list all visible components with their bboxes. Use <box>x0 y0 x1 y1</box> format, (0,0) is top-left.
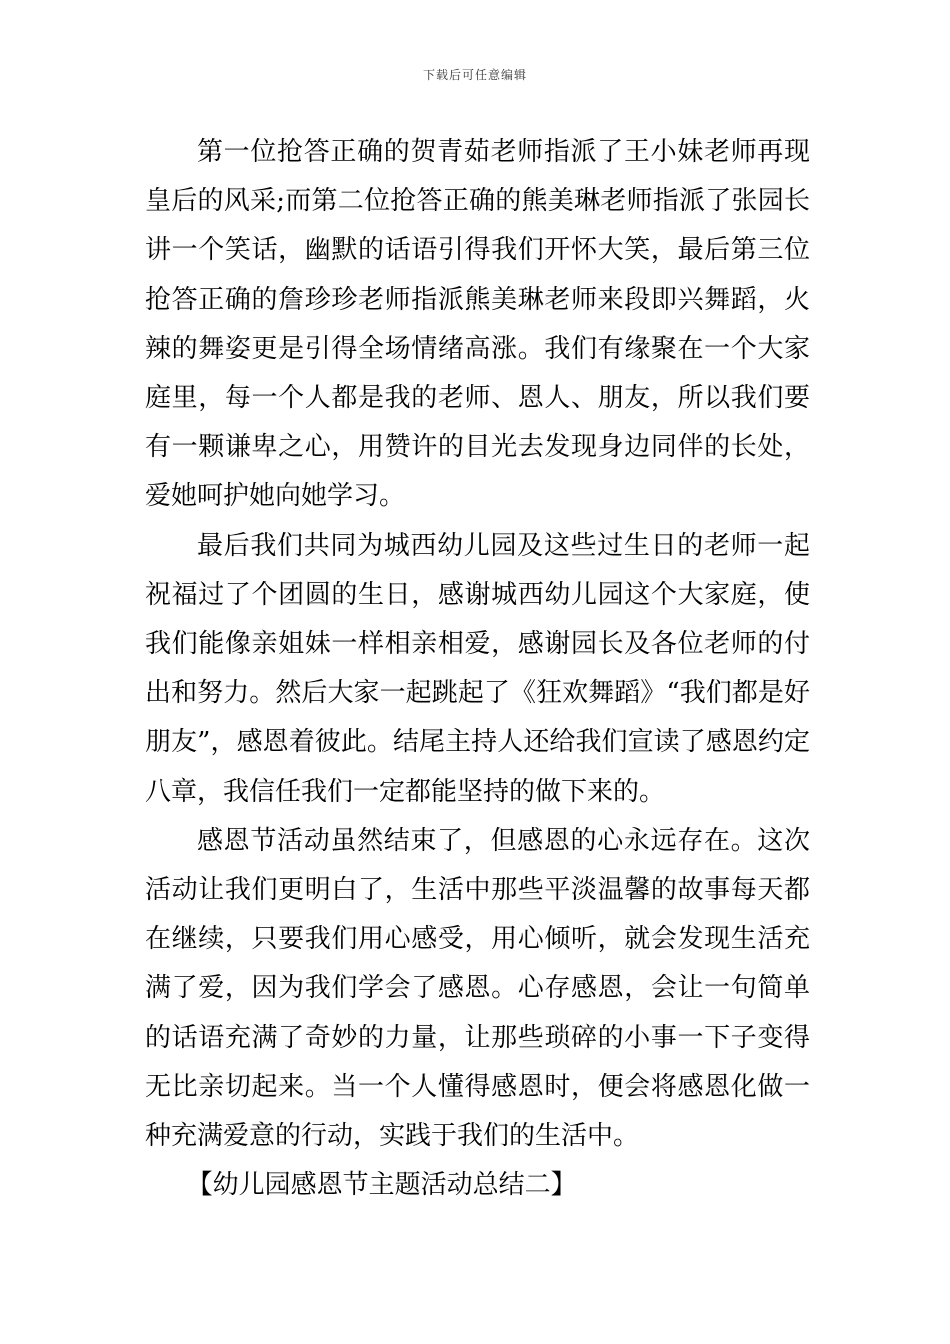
page-header-note: 下载后可任意编辑 <box>422 68 527 82</box>
paragraph-3: 感恩节活动虽然结束了，但感恩的心永远存在。这次活动让我们更明白了，生活中那些平淡温馨的故事每天都在继续，只要我们用心感受，用心倾听，就会发现生活充满了爱，因为我们学会了感恩。心存感恩，会让一句简单的话语充满了奇妙的力量，让那些琐碎的小事一下子变得无比亲切起来。当一个人懂得感恩时，便会将感恩化做一种充满爱意的行动，实践于我们的生活中。 <box>145 825 810 1152</box>
paragraph-2: 最后我们共同为城西幼儿园及这些过生日的老师一起祝福过了个团圆的生日，感谢城西幼儿园这个大家庭，使我们能像亲姐妹一样相亲相爱，感谢园长及各位老师的付出和努力。然后大家一起跳起了《狂欢舞蹈》“我们都是好朋友”，感恩着彼此。结尾主持人还给我们宣读了感恩约定八章，我信任我们一定都能坚持的做下来的。 <box>145 530 810 807</box>
document-body <box>145 128 810 1210</box>
section-heading: 【幼儿园感恩节主题活动总结二】 <box>186 1170 577 1201</box>
paragraph-1: 第一位抢答正确的贺青茹老师指派了王小妹老师再现皇后的风采;而第二位抢答正确的熊美琳老师指派了张园长讲一个笑话，幽默的话语引得我们开怀大笑，最后第三位抢答正确的詹珍珍老师指派熊美琳老师来段即兴舞蹈，火辣的舞姿更是引得全场情绪高涨。我们有缘聚在一个大家庭里，每一个人都是我的老师、恩人、朋友，所以我们要有一颗谦卑之心，用赞许的目光去发现身边同伴的长处，爱她呵护她向她学习。 <box>145 137 810 512</box>
